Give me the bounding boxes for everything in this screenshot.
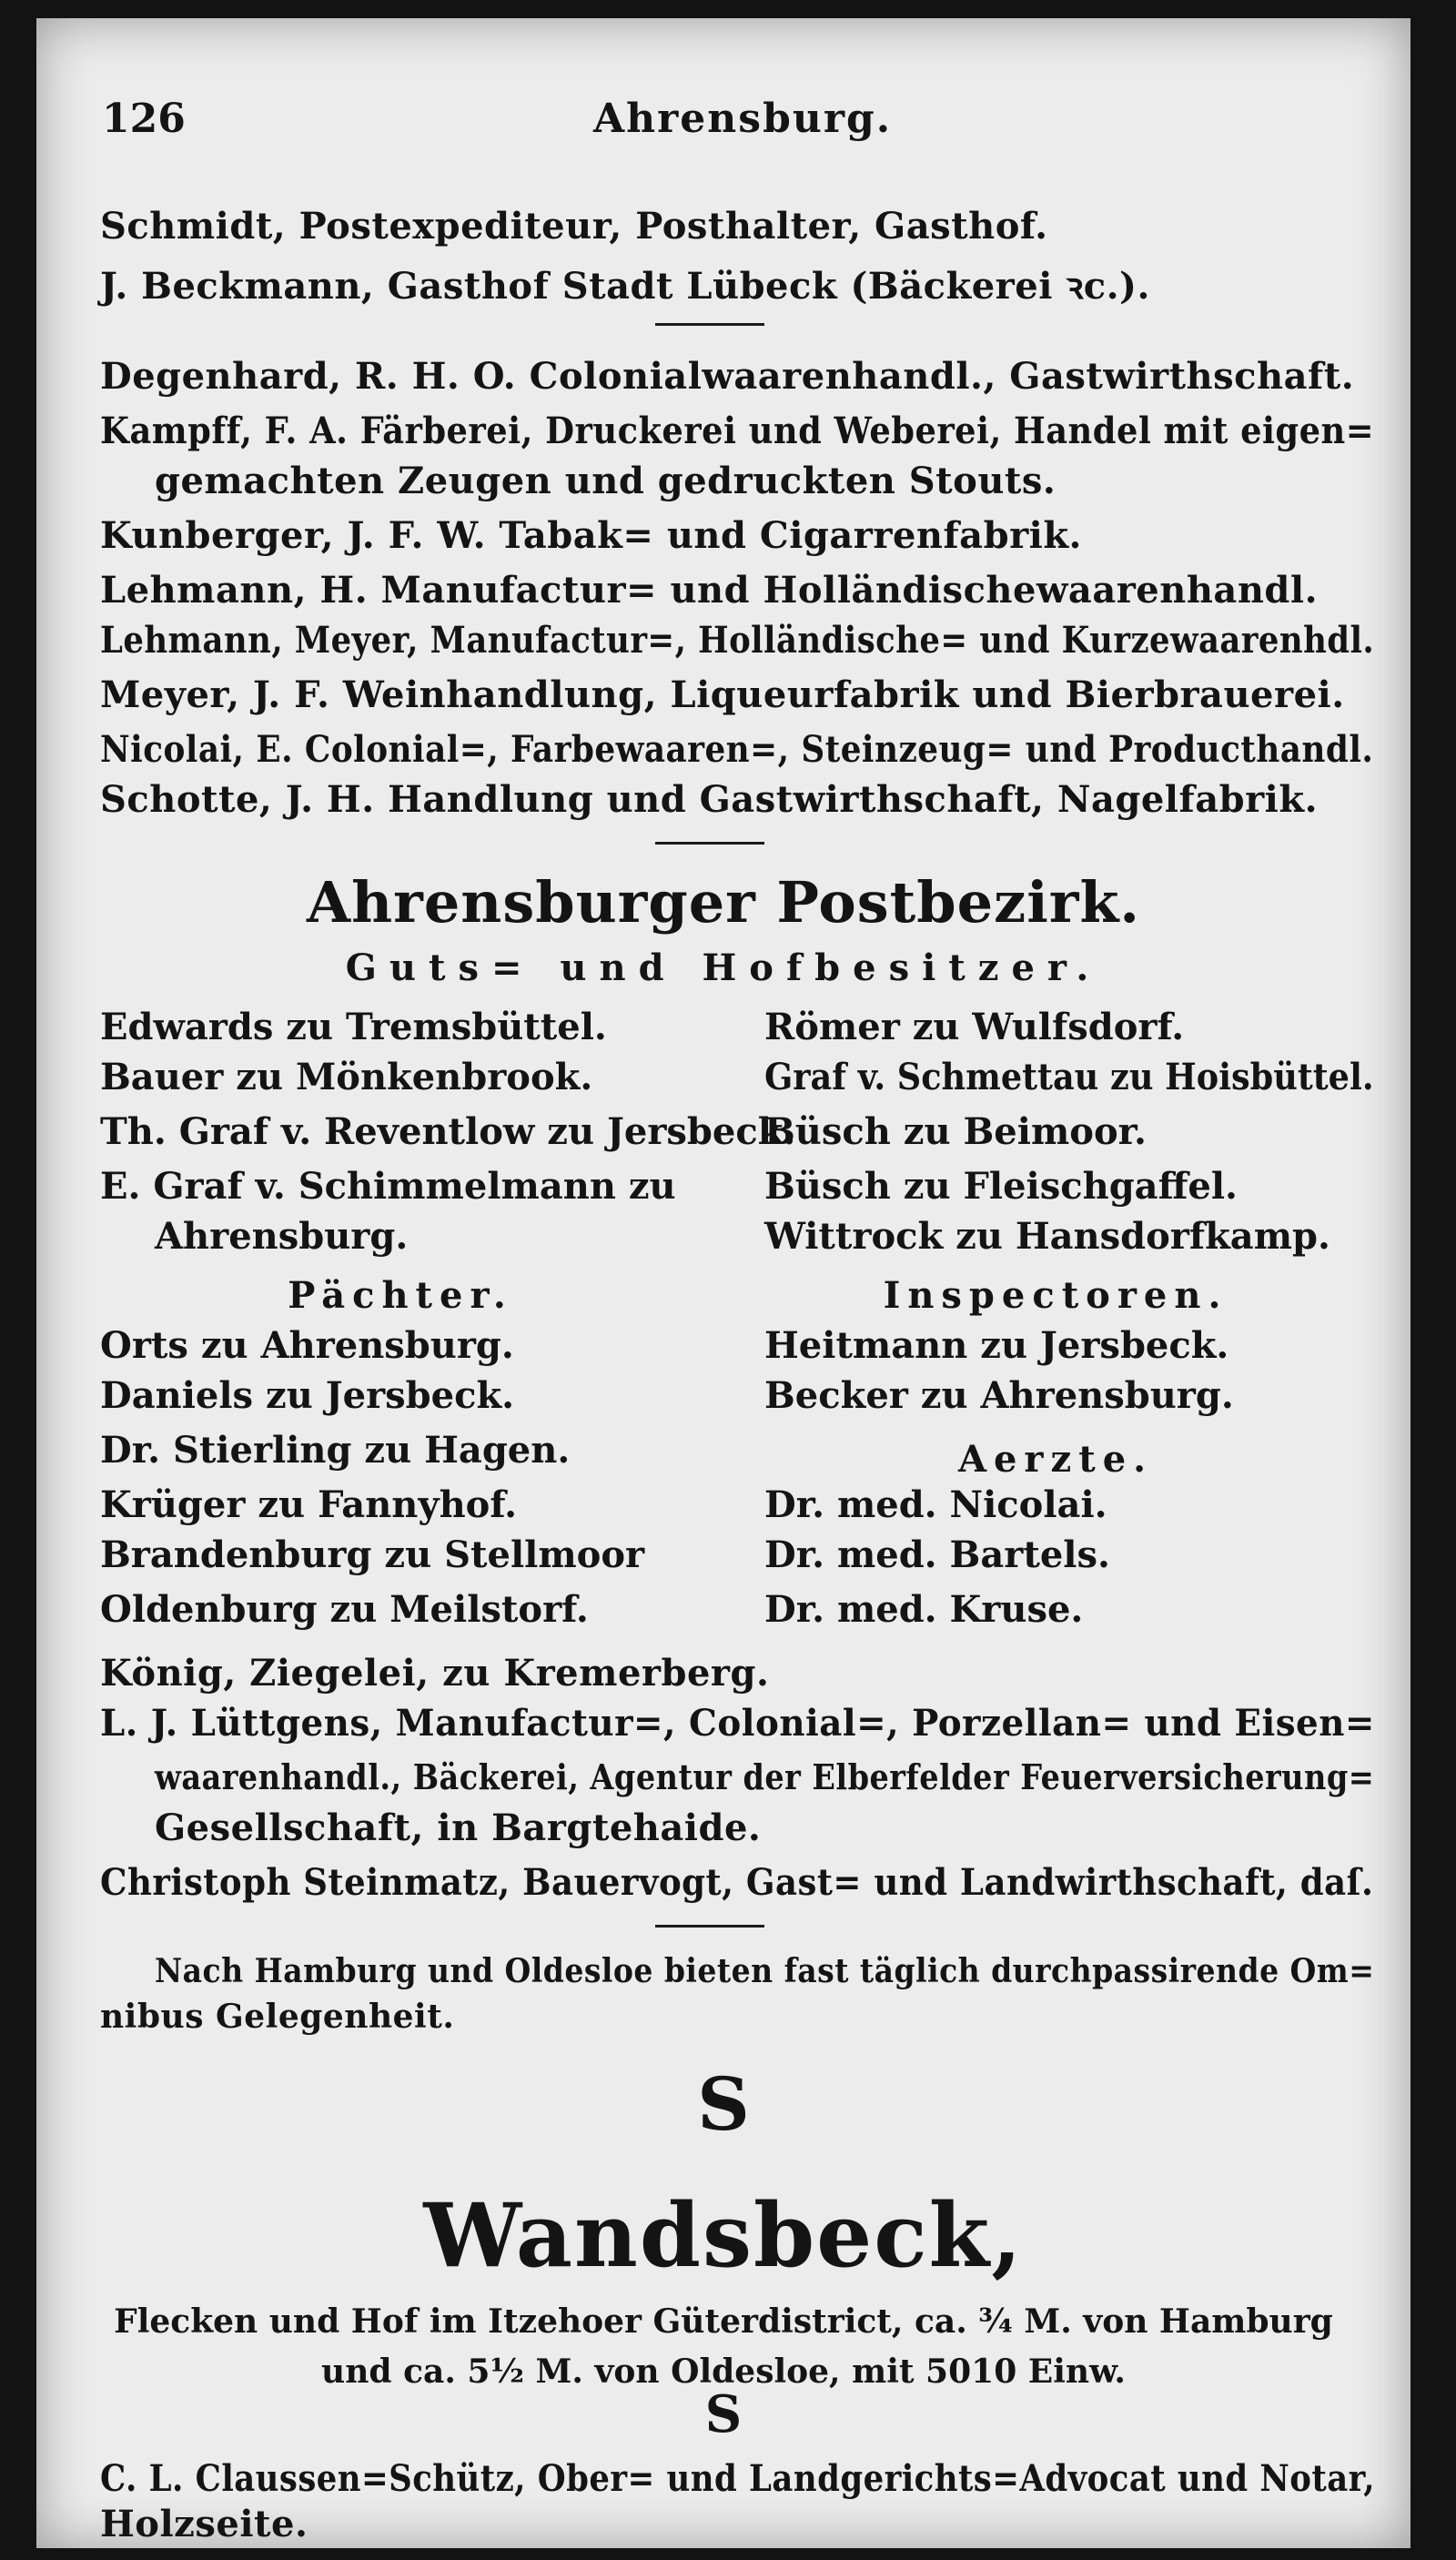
owner-right: Büsch zu Beimoor. (764, 1110, 1147, 1153)
owners-heading: Guts= und Hofbesitzer. (345, 946, 1102, 989)
entry-line: Schotte, J. H. Handlung und Gastwirthschaft, Nagelfabrik. (100, 778, 1318, 821)
owner-right: Büsch zu Fleischgaffel. (764, 1165, 1238, 1208)
page-header (102, 96, 1356, 150)
entry-line: Lehmann, Meyer, Manufactur=, Holländische= und Kurzewaarenhdl. (100, 619, 1375, 662)
inspector: Becker zu Ahrensburg. (764, 1374, 1234, 1417)
owner-right: Wittrock zu Hansdorfkamp. (764, 1215, 1330, 1258)
doctors-heading: Aerzte. (957, 1438, 1154, 1481)
divider (655, 1925, 764, 1928)
place-title: Wandsbeck, (423, 2184, 1024, 2287)
entry-line: Meyer, J. F. Weinhandlung, Liqueurfabrik und Bierbrauerei. (100, 673, 1345, 716)
divider (655, 323, 764, 326)
divider (655, 842, 764, 845)
entry-line: Degenhard, R. H. O. Colonialwaarenhandl., Gastwirthschaft. (100, 355, 1355, 398)
inspector: Heitmann zu Jersbeck. (764, 1324, 1229, 1367)
tenant: Daniels zu Jersbeck. (100, 1374, 515, 1417)
running-title: Ahrensburg. (593, 96, 893, 142)
ornament: S (697, 2061, 750, 2147)
place-description: und ca. 5½ M. von Oldesloe, mit 5010 Einw. (321, 2353, 1126, 2391)
tenant: Dr. Stierling zu Hagen. (100, 1429, 571, 1472)
inspectors-heading: Inspectoren. (883, 1274, 1228, 1317)
entry-line: Holzseite. (100, 2503, 308, 2545)
tenant: Brandenburg zu Stellmoor (100, 1533, 645, 1576)
tenant: Krüger zu Fannyhof. (100, 1483, 518, 1526)
tenant: Orts zu Ahrensburg. (100, 1324, 514, 1367)
owner-right: Römer zu Wulfsdorf. (764, 1006, 1185, 1048)
owner-right: Graf v. Schmettau zu Hoisbüttel. (764, 1056, 1374, 1098)
owner-left: Th. Graf v. Reventlow zu Jersbeck. (100, 1110, 796, 1153)
entry-line: J. Beckmann, Gasthof Stadt Lübeck (Bäckerei ꝛc.). (100, 265, 1150, 308)
entry-line: Lehmann, H. Manufactur= und Holländischewaarenhandl. (100, 569, 1319, 612)
owner-left: Bauer zu Mönkenbrook. (100, 1056, 593, 1098)
book-page (36, 18, 1410, 2548)
owner-left: E. Graf v. Schimmelmann zu (100, 1165, 676, 1208)
entry-line: Christoph Steinmatz, Bauervogt, Gast= und Landwirthschaft, daſ. (100, 1861, 1374, 1904)
entry-line: L. J. Lüttgens, Manufactur=, Colonial=, Porzellan= und Eisen= (100, 1702, 1375, 1745)
owner-left: Edwards zu Tremsbüttel. (100, 1006, 607, 1048)
note-line: Nach Hamburg und Oldesloe bieten fast täglich durchpassirende Om= (155, 1952, 1375, 1990)
doctor: Dr. med. Nicolai. (764, 1483, 1107, 1526)
section-heading: Ahrensburger Postbezirk. (306, 869, 1141, 936)
entry-line: Kampff, F. A. Färberei, Druckerei und Weberei, Handel mit eigen= (100, 410, 1375, 452)
note-line: nibus Gelegenheit. (100, 1998, 455, 2036)
entry-line: Schmidt, Postexpediteur, Posthalter, Gasthof. (100, 205, 1048, 248)
entry-line: gemachten Zeugen und gedruckten Stouts. (155, 460, 1057, 502)
entry-line: Gesellschaft, in Bargtehaide. (155, 1806, 762, 1849)
tenant: Oldenburg zu Meilstorf. (100, 1588, 589, 1631)
doctor: Dr. med. Bartels. (764, 1533, 1110, 1576)
entry-line: König, Ziegelei, zu Kremerberg. (100, 1652, 770, 1695)
tenants-heading: Pächter. (288, 1274, 513, 1317)
doctor: Dr. med. Kruse. (764, 1588, 1084, 1631)
owner-left: Ahrensburg. (155, 1215, 409, 1258)
entry-line: Kunberger, J. F. W. Tabak= und Cigarrenfabrik. (100, 514, 1082, 557)
entry-line: waarenhandl., Bäckerei, Agentur der Elberfelder Feuerversicherung= (155, 1756, 1375, 1797)
entry-line: C. L. Claussen=Schütz, Ober= und Landgerichts=Advocat und Notar, (100, 2457, 1376, 2500)
entry-line: Nicolai, E. Colonial=, Farbewaaren=, Steinzeug= und Producthandl. (100, 728, 1374, 771)
ornament: S (704, 2384, 743, 2444)
place-description: Flecken und Hof im Itzehoer Güterdistrict, ca. ¾ M. von Hamburg (114, 2302, 1333, 2341)
page-number: 126 (102, 96, 186, 142)
